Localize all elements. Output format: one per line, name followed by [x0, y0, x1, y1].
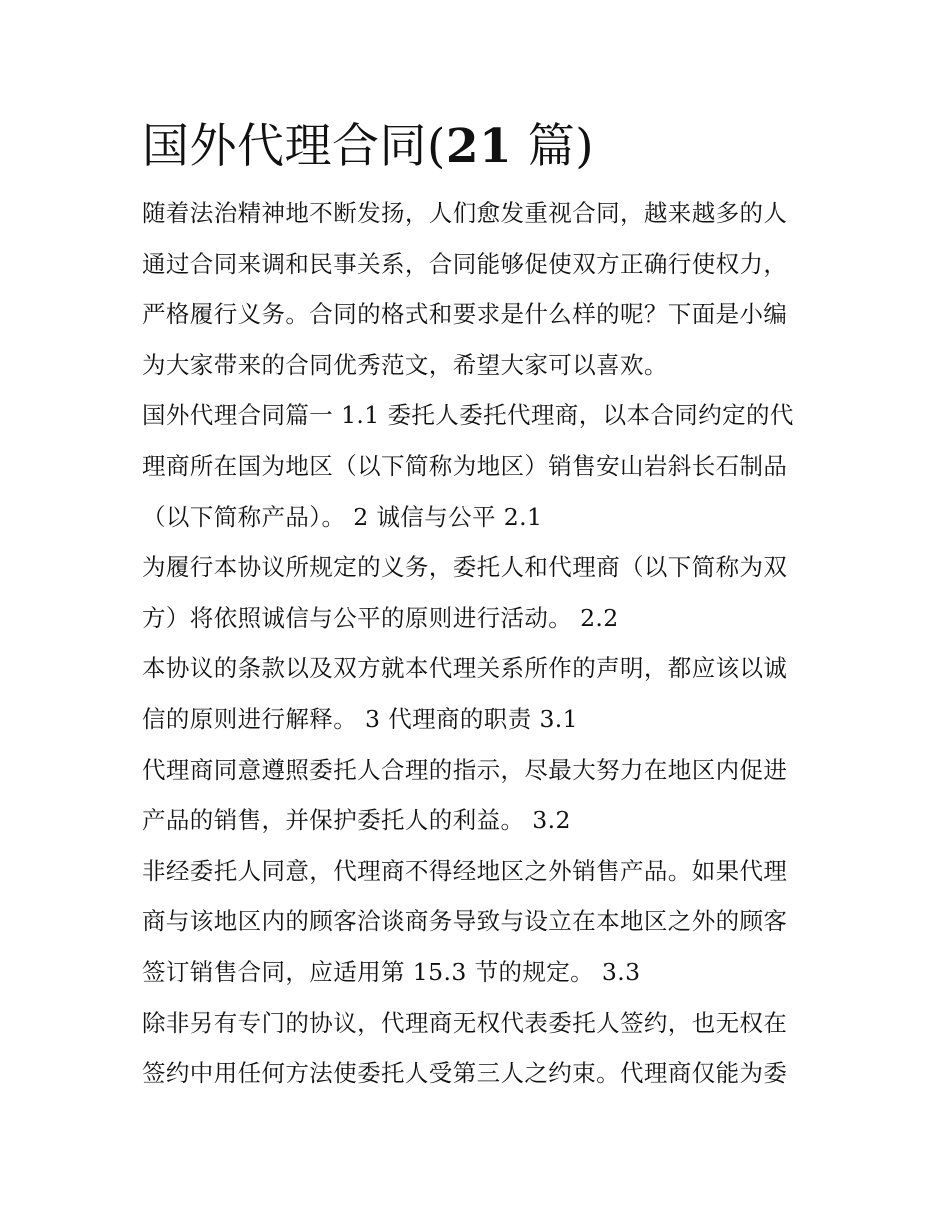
text-line: 随着法治精神地不断发扬，人们愈发重视合同，越来越多的人	[142, 199, 788, 227]
text-line: 为履行本协议所规定的义务，委托人和代理商（以下简称为双	[142, 553, 788, 582]
text-line: 代理商同意遵照委托人合理的指示，尽最大努力在地区内促进	[142, 755, 788, 784]
text-line: 签订销售合同，应适用第 15.3 节的规定。 3.3	[142, 957, 641, 986]
text-line: 为大家带来的合同优秀范文，希望大家可以喜欢。	[142, 350, 668, 379]
text-line: 商与该地区内的顾客洽谈商务导致与设立在本地区之外的顾客	[142, 907, 788, 936]
text-line: 除非另有专门的协议，代理商无权代表委托人签约，也无权在	[142, 1008, 788, 1037]
text-line: （以下简称产品）。 2 诚信与公平 2.1	[142, 502, 543, 531]
text-line: 产品的销售，并保护委托人的利益。 3.2	[142, 806, 571, 835]
title-suffix: 篇)	[512, 119, 595, 174]
title-number: 21	[445, 119, 513, 174]
document-title	[142, 110, 814, 184]
text-line: 非经委托人同意，代理商不得经地区之外销售产品。如果代理	[142, 856, 788, 885]
document-page	[142, 110, 814, 1099]
text-line: 签约中用任何方法使委托人受第三人之约束。代理商仅能为委	[142, 1059, 788, 1088]
text-line: 严格履行义务。合同的格式和要求是什么样的呢？下面是小编	[142, 300, 788, 329]
text-line: 理商所在国为地区（以下简称为地区）销售安山岩斜长石制品	[142, 451, 788, 480]
text-line: 信的原则进行解释。 3 代理商的职责 3.1	[142, 704, 579, 733]
text-line: 方）将依照诚信与公平的原则进行活动。 2.2	[142, 603, 619, 632]
title-prefix: 国外代理合同(	[142, 119, 446, 174]
text-line: 通过合同来调和民事关系，合同能够促使双方正确行使权力，	[142, 249, 788, 278]
text-line: 本协议的条款以及双方就本代理关系所作的声明，都应该以诚	[142, 654, 788, 683]
document-body	[142, 188, 814, 1099]
text-line: 国外代理合同篇一 1.1 委托人委托代理商，以本合同约定的代	[142, 401, 794, 430]
